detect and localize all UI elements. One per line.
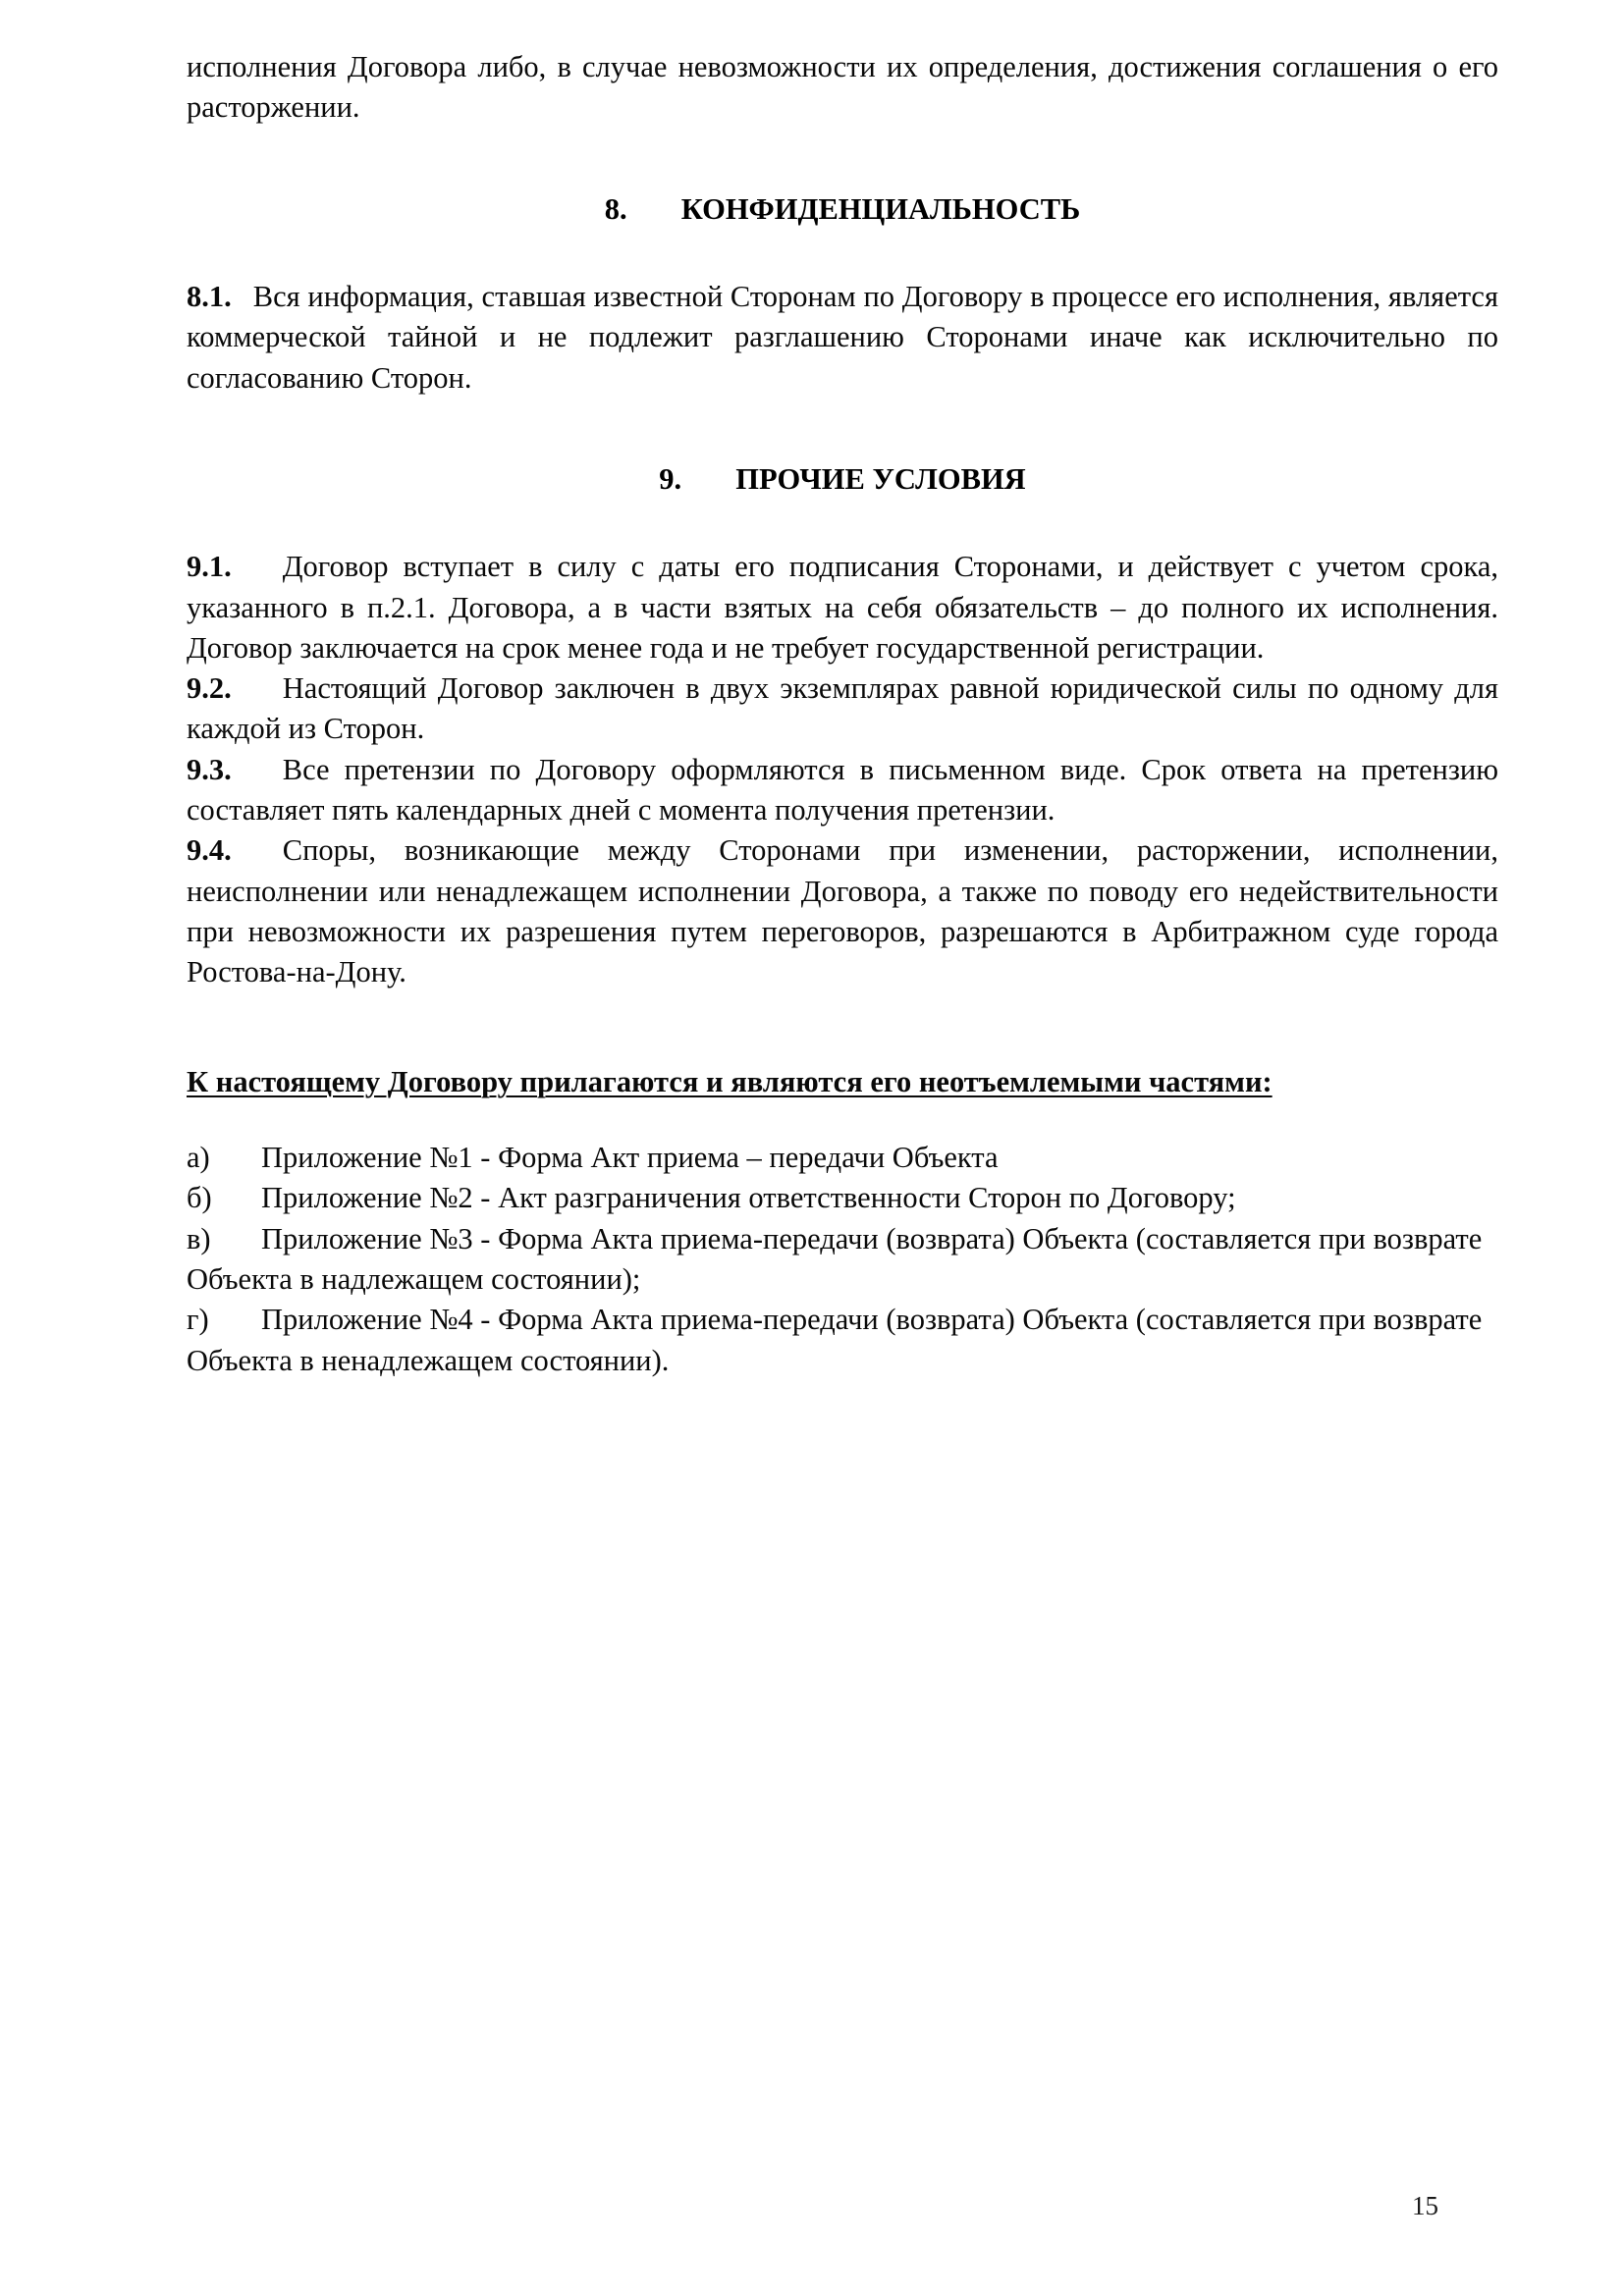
clause-8-1-number: 8.1. — [187, 279, 232, 313]
attachment-item-v — [187, 1219, 1498, 1301]
clause-8-1 — [187, 277, 1498, 399]
section-9-title: ПРОЧИЕ УСЛОВИЯ — [735, 461, 1026, 496]
attachment-text-a: Приложение №1 - Форма Акт приема – передачи Объекта — [261, 1140, 999, 1174]
clause-9-3-number: 9.3. — [187, 752, 232, 786]
section-9-number: 9. — [659, 461, 682, 496]
clause-9-1-text: Договор вступает в силу с даты его подписания Сторонами, и действует с учетом срока, указанного в п.2.1. Договора, а в части взятых на себя обязательств – до полного их исполнения. Договор заключается на срок менее года и не требует государственной регистрации. — [187, 550, 1498, 665]
spacer — [187, 129, 1498, 189]
clause-9-4-text: Споры, возникающие между Сторонами при изменении, расторжении, исполнении, неисполнении или ненадлежащем исполнении Договора, а также по поводу его недействительности при невозможности их разрешения путем переговоров, разрешаются в Арбитражном суде города Ростова-на-Дону. — [187, 833, 1498, 989]
clause-9-2-number: 9.2. — [187, 671, 232, 706]
spacer — [187, 993, 1498, 1062]
page-number: 15 — [1412, 2191, 1438, 2220]
clause-9-4 — [187, 830, 1498, 992]
spacer — [187, 1102, 1498, 1138]
section-8-number: 8. — [604, 191, 627, 226]
attachments-heading: К настоящему Договору прилагаются и являются его неотъемлемыми частями: — [187, 1064, 1272, 1098]
page-content — [187, 47, 1498, 1381]
attachment-label-v: в) — [187, 1221, 211, 1255]
clause-9-1-number: 9.1. — [187, 550, 232, 584]
attachment-label-g: г) — [187, 1303, 209, 1337]
attachment-label-a: а) — [187, 1140, 210, 1174]
clause-9-2 — [187, 668, 1498, 750]
clause-9-4-number: 9.4. — [187, 833, 232, 868]
section-8-heading — [187, 189, 1498, 230]
clause-9-3-text: Все претензии по Договору оформляются в письменном виде. Срок ответа на претензию составляет пять календарных дней с момента получения претензии. — [187, 752, 1498, 828]
clause-9-2-text: Настоящий Договор заключен в двух экземплярах равной юридической силы по одному для каждой из Сторон. — [187, 671, 1498, 746]
attachment-item-b — [187, 1178, 1498, 1218]
attachment-text-v: Приложение №3 - Форма Акта приема-передачи (возврата) Объекта (составляется при возврате Объекта в надлежащем состоянии); — [187, 1221, 1483, 1296]
spacer — [187, 230, 1498, 277]
clause-9-3 — [187, 750, 1498, 831]
attachment-item-a — [187, 1138, 1498, 1178]
clause-9-1 — [187, 547, 1498, 668]
spacer — [187, 399, 1498, 459]
attachment-text-b: Приложение №2 - Акт разграничения ответственности Сторон по Договору; — [261, 1181, 1236, 1215]
spacer — [187, 500, 1498, 547]
attachment-label-b: б) — [187, 1181, 212, 1215]
attachment-item-g — [187, 1300, 1498, 1381]
clause-8-1-text: Вся информация, ставшая известной Сторонам по Договору в процессе его исполнения, является коммерческой тайной и не подлежит разглашению Сторонами иначе как исключительно по согласованию Сторон. — [187, 279, 1498, 395]
section-9-heading — [187, 459, 1498, 500]
section-8-title: КОНФИДЕНЦИАЛЬНОСТЬ — [680, 191, 1081, 226]
paragraph-continued-top: исполнения Договора либо, в случае невозможности их определения, достижения соглашения о его расторжении. — [187, 50, 1498, 125]
attachment-text-g: Приложение №4 - Форма Акта приема-передачи (возврата) Объекта (составляется при возврате Объекта в ненадлежащем состоянии). — [187, 1303, 1483, 1377]
